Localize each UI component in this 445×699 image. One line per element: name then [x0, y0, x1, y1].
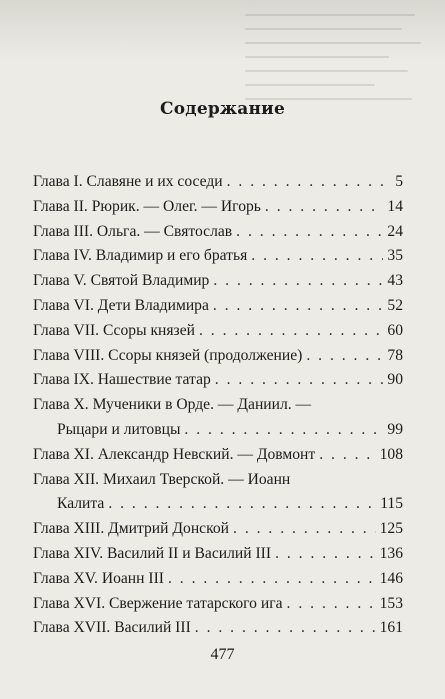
toc-line — [33, 368, 403, 393]
toc-line — [33, 220, 403, 245]
chapter-page-number: 90 — [387, 371, 403, 389]
toc-entry — [33, 368, 403, 393]
toc-entry — [33, 468, 403, 518]
toc-line-continued — [33, 492, 403, 517]
chapter-title: Глава VIII. Ссоры князей (продолжение) — [33, 346, 303, 364]
toc-entry — [33, 616, 403, 641]
toc-line — [33, 195, 403, 220]
dot-leader — [275, 542, 376, 567]
chapter-page-number: 161 — [379, 619, 403, 637]
chapter-page-number: 115 — [380, 495, 403, 513]
dot-leader — [199, 319, 383, 344]
chapter-page-number: 24 — [387, 222, 403, 240]
chapter-title: Рыцари и литовцы — [57, 420, 181, 438]
toc-line — [33, 294, 403, 319]
toc-line — [33, 468, 403, 493]
toc-line — [33, 344, 403, 369]
toc-entry — [33, 195, 403, 220]
page-title: Содержание — [160, 99, 285, 119]
chapter-page-number: 60 — [387, 321, 403, 339]
chapter-page-number: 14 — [387, 197, 403, 215]
toc-entry — [33, 393, 403, 443]
chapter-title: Глава XVI. Свержение татарского ига — [33, 594, 283, 612]
chapter-page-number: 43 — [387, 272, 403, 290]
chapter-title: Калита — [57, 495, 105, 513]
toc-line — [33, 170, 403, 195]
chapter-page-number: 108 — [379, 445, 403, 463]
toc-line — [33, 542, 403, 567]
dot-leader — [287, 592, 376, 617]
toc-line — [33, 244, 403, 269]
chapter-title: Глава IV. Владимир и его братья — [33, 247, 248, 265]
toc-entry — [33, 244, 403, 269]
dot-leader — [213, 269, 383, 294]
chapter-title: Глава X. Мученики в Орде. — Даниил. — — [33, 396, 312, 414]
toc-line — [33, 616, 403, 641]
toc-line — [33, 443, 403, 468]
dot-leader — [168, 567, 376, 592]
dot-leader — [213, 294, 384, 319]
toc-entry — [33, 567, 403, 592]
toc-entry — [33, 220, 403, 245]
toc-line — [33, 393, 403, 418]
chapter-page-number: 78 — [387, 346, 403, 364]
toc-line — [33, 567, 403, 592]
dot-leader — [195, 616, 376, 641]
chapter-title: Глава II. Рюрик. — Олег. — Игорь — [33, 197, 261, 215]
chapter-title: Глава VII. Ссоры князей — [33, 321, 195, 339]
toc-entry — [33, 170, 403, 195]
chapter-title: Глава III. Ольга. — Святослав — [33, 222, 233, 240]
dot-leader — [184, 418, 383, 443]
dot-leader — [236, 220, 383, 245]
chapter-title: Глава VI. Дети Владимира — [33, 296, 209, 314]
toc-line — [33, 592, 403, 617]
toc-line — [33, 319, 403, 344]
toc-entry — [33, 344, 403, 369]
dot-leader — [319, 443, 375, 468]
toc-line-continued — [33, 418, 403, 443]
toc-entry — [33, 269, 403, 294]
toc-entry — [33, 542, 403, 567]
dot-leader — [251, 244, 383, 269]
chapter-page-number: 136 — [379, 544, 403, 562]
table-of-contents — [33, 170, 403, 641]
toc-entry — [33, 319, 403, 344]
dot-leader — [265, 195, 384, 220]
toc-line — [33, 269, 403, 294]
chapter-page-number: 52 — [387, 296, 403, 314]
chapter-page-number: 5 — [395, 173, 403, 190]
chapter-page-number: 153 — [379, 594, 403, 612]
chapter-page-number: 146 — [379, 569, 403, 587]
dot-leader — [215, 368, 384, 393]
chapter-title: Глава XIII. Дмитрий Донской — [33, 520, 230, 538]
chapter-title: Глава I. Славяне и их соседи — [33, 173, 223, 190]
chapter-page-number: 35 — [387, 247, 403, 265]
page-number: 477 — [210, 646, 235, 663]
toc-entry — [33, 294, 403, 319]
dot-leader — [108, 492, 376, 517]
dot-leader — [306, 344, 383, 369]
toc-line — [33, 517, 403, 542]
chapter-title: Глава XIV. Василий II и Василий III — [33, 544, 272, 562]
chapter-title: Глава XV. Иоанн III — [33, 569, 164, 587]
dot-leader — [233, 517, 376, 542]
dot-leader — [227, 170, 392, 195]
toc-entry — [33, 517, 403, 542]
show-through-text — [245, 6, 430, 156]
chapter-title: Глава V. Святой Владимир — [33, 272, 210, 290]
toc-entry — [33, 592, 403, 617]
chapter-title: Глава XI. Александр Невский. — Довмонт — [33, 445, 316, 463]
chapter-title: Глава XII. Михаил Тверской. — Иоанн — [33, 470, 291, 488]
chapter-page-number: 125 — [379, 520, 403, 538]
toc-entry — [33, 443, 403, 468]
chapter-page-number: 99 — [387, 420, 403, 438]
chapter-title: Глава XVII. Василий III — [33, 619, 191, 637]
chapter-title: Глава IX. Нашествие татар — [33, 371, 211, 389]
